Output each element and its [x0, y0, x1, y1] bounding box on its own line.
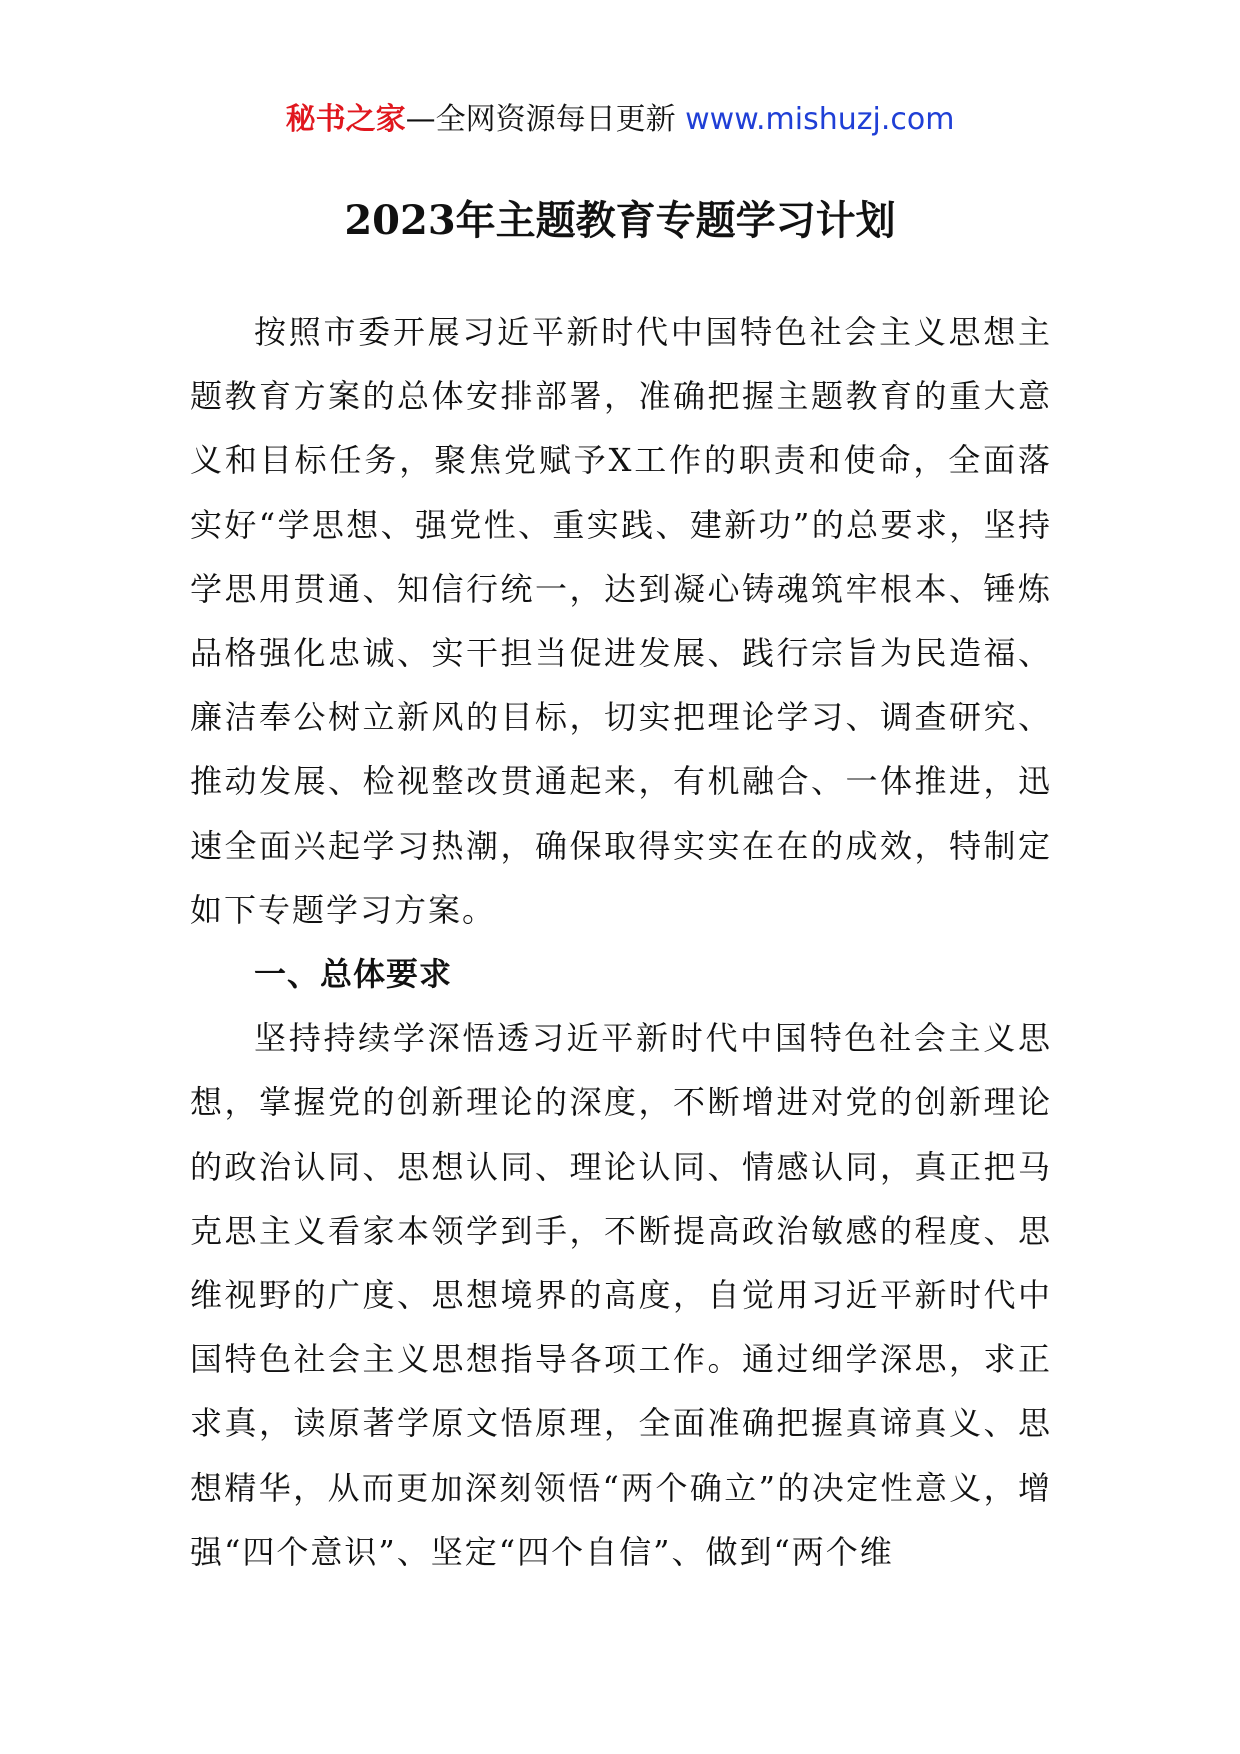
site-brand: 秘书之家	[285, 102, 406, 137]
intro-paragraph: 按照市委开展习近平新时代中国特色社会主义思想主题教育方案的总体安排部署，准确把握主题教育的重大意义和目标任务，聚焦党赋予X工作的职责和使命，全面落实好“学思想、强党性、重实践、建新功”的总要求，坚持学思用贯通、知信行统一，达到凝心铸魂筑牢根本、锤炼品格强化忠诚、实干担当促进发展、践行宗旨为民造福、廉洁奉公树立新风的目标，切实把理论学习、调查研究、推动发展、检视整改贯通起来，有机融合、一体推进，迅速全面兴起学习热潮，确保取得实实在在的成效，特制定如下专题学习方案。	[190, 313, 1052, 929]
section-paragraph: 坚持持续学深悟透习近平新时代中国特色社会主义思想，掌握党的创新理论的深度，不断增进对党的创新理论的政治认同、思想认同、理论认同、情感认同，真正把马克思主义看家本领学到手，不断提高政治敏感的程度、思维视野的广度、思想境界的高度，自觉用习近平新时代中国特色社会主义思想指导各项工作。通过细学深思，求正求真，读原著学原文悟原理，全面准确把握真谛真义、思想精华，从而更加深刻领悟“两个确立”的决定性意义，增强“四个意识”、坚定“四个自信”、做到“两个维	[190, 1019, 1052, 1571]
section-heading-general-requirements: 一、总体要求	[254, 955, 453, 994]
site-tagline: —全网资源每日更新	[405, 102, 676, 137]
site-header	[0, 100, 1240, 140]
document-title: 2023年主题教育专题学习计划	[344, 196, 896, 244]
site-url-link[interactable]: www.mishuzj.com	[685, 102, 955, 137]
document-body	[190, 300, 1052, 1584]
